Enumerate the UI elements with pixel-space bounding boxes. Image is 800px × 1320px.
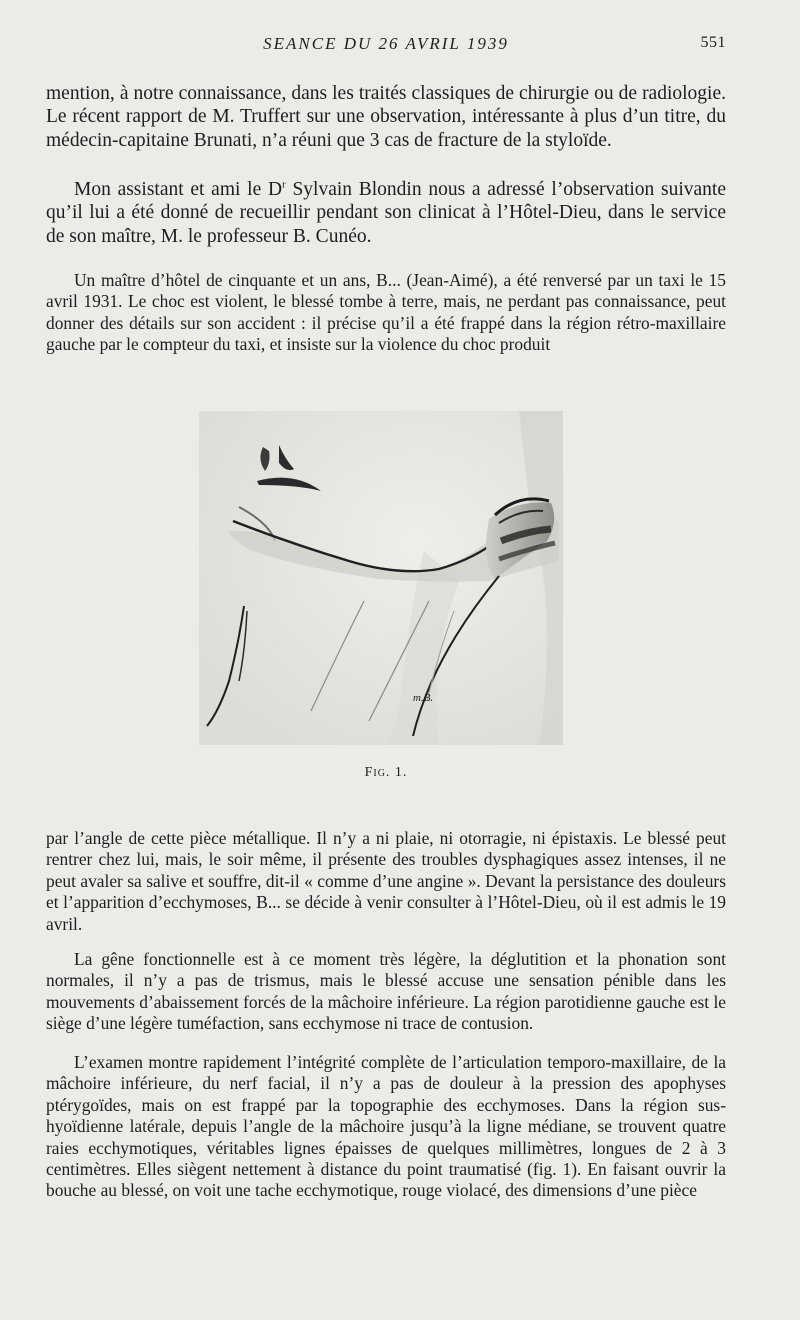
artist-signature: m.B. [413, 692, 434, 704]
paragraph-5: La gêne fonctionnelle est à ce moment très légère, la déglutition et la phonation sont normales, il n’y a pas de trismus, mais le blessé accuse une sensation pénible dans les mouvements d’abaissement forcés de la mâchoire inférieure. La région parotidienne gauche est le siège d’une légère tuméfaction, sans ecchymose ni trace de contusion. [46, 949, 726, 1034]
paragraph-6: L’examen montre rapidement l’intégrité complète de l’articulation temporo-maxillaire, de la mâchoire inférieure, du nerf facial, il n’y a pas de douleur à la pression des apophyses ptérygoïdes, mais on est frappé par la topographie des ecchymoses. Dans la région sus-hyoïdienne latérale, depuis l’angle de la mâchoire jusqu’à la ligne médiane, se trouvent quatre raies ecchymotiques, véritables lignes épaisses de quelques millimètres, longues de 2 à 3 centimètres. Elles siègent nettement à distance du point traumatisé (fig. 1). En faisant ouvrir la bouche au blessé, on voit une tache ecchymotique, rouge violacé, des dimensions d’une pièce [46, 1052, 726, 1201]
figure-caption: Fig. 1. [364, 765, 408, 780]
paragraph-2-rest: Sylvain Blondin nous a adressé l’observation suivante qu’il lui a été donné de recueillir pendant son clinicat à l’Hôtel-Dieu, dans le service de son maître, M. le professeur B. Cunéo. [46, 179, 727, 247]
doctor-superscript: r [282, 178, 286, 191]
paragraph-4: par l’angle de cette pièce métallique. Il n’y a ni plaie, ni otorragie, ni épistaxis. Le blessé peut rentrer chez lui, mais, le soir même, il présente des troubles dysphagiques assez intenses, il ne peut avaler sa salive et souffre, dit-il « comme d’une angine ». Devant la persistance des douleurs et l’apparition d’ecchymoses, B... se décide à venir consulter à l’Hôtel-Dieu, où il est admis le 19 avril. [46, 828, 726, 934]
figure-1-illustration [199, 411, 563, 745]
running-title: SEANCE DU 26 AVRIL 1939 [263, 34, 509, 53]
paragraph-2-start: Mon assistant et ami le D [74, 179, 283, 200]
neck-drawing [199, 411, 563, 745]
paragraph-3-observation: Un maître d’hôtel de cinquante et un ans, B... (Jean-Aimé), a été renversé par un taxi le 15 avril 1931. Le choc est violent, le blessé tombe à terre, mais, ne perdant pas connaissance, peut donner des détails sur son accident : il précise qu’il a été frappé dans la région rétro-maxillaire gauche par le compteur du taxi, et insiste sur la violence du choc produit [46, 270, 726, 355]
page-number: 551 [700, 34, 726, 51]
paragraph-1: mention, à notre connaissance, dans les traités classiques de chirurgie ou de radiologie. Le récent rapport de M. Truffert sur une observation, intéressante à plus d’un titre, du médecin-capitaine Brunati, n’a réuni que 3 cas de fracture de la styloïde. [46, 83, 726, 151]
running-head [46, 34, 726, 58]
paragraph-2 [46, 178, 726, 248]
